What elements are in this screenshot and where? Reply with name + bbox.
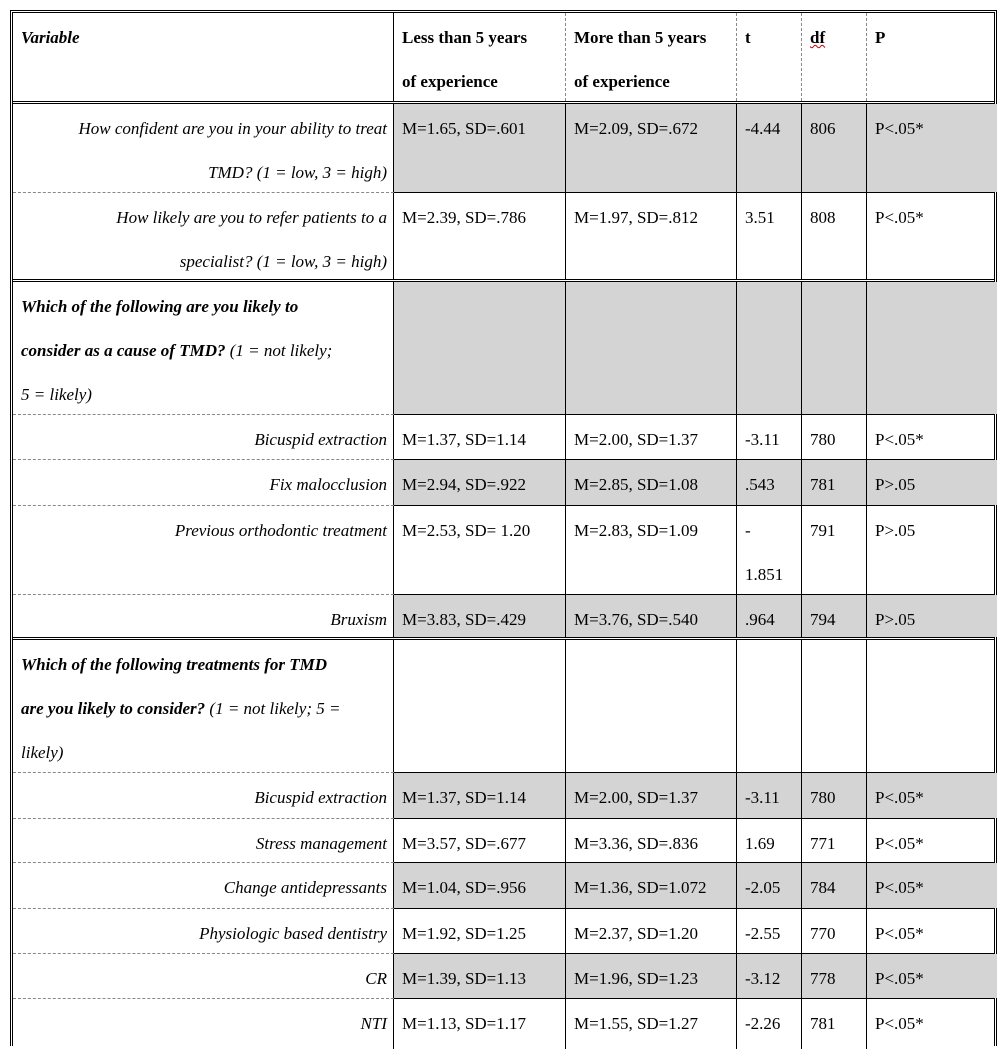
cell-df bbox=[802, 640, 867, 772]
cell-less: M=1.37, SD=1.14 bbox=[394, 415, 566, 459]
row-label: Fix malocclusion bbox=[13, 460, 394, 505]
cell-more: M=1.55, SD=1.27 bbox=[566, 999, 737, 1049]
cell-more: M=1.96, SD=1.23 bbox=[566, 954, 737, 998]
cell-more: M=1.97, SD=.812 bbox=[566, 193, 737, 279]
cell-p: P<.05* bbox=[875, 1014, 924, 1033]
table-row bbox=[13, 193, 994, 279]
cell-less: M=1.04, SD=.956 bbox=[394, 863, 566, 908]
header-row bbox=[13, 13, 994, 101]
table-row bbox=[13, 954, 994, 998]
cell-p: P<.05* bbox=[867, 773, 997, 818]
cell-p bbox=[867, 640, 997, 772]
cell-p bbox=[867, 282, 997, 414]
cell-more bbox=[566, 640, 737, 772]
cell-t: 1.69 bbox=[737, 819, 802, 862]
cell-more: M=3.76, SD=.540 bbox=[566, 595, 737, 637]
cell-more: M=2.83, SD=1.09 bbox=[566, 506, 737, 594]
cell-t: -2.05 bbox=[737, 863, 802, 908]
row-label: Bruxism bbox=[13, 595, 394, 637]
table-row bbox=[13, 460, 994, 505]
cell-less: M=2.53, SD= 1.20 bbox=[394, 506, 566, 594]
table-row bbox=[13, 595, 994, 637]
cell-t: .964 bbox=[737, 595, 802, 637]
cell-df: 780 bbox=[802, 773, 867, 818]
cell-df: 771 bbox=[802, 819, 867, 862]
cell-less: M=1.39, SD=1.13 bbox=[394, 954, 566, 998]
cell-less bbox=[394, 640, 566, 772]
cell-less bbox=[394, 282, 566, 414]
cell-more: M=2.09, SD=.672 bbox=[566, 104, 737, 192]
row-label: Bicuspid extraction bbox=[13, 773, 394, 818]
cell-less: M=3.83, SD=.429 bbox=[394, 595, 566, 637]
cell-less: M=2.39, SD=.786 bbox=[394, 193, 566, 279]
table-row bbox=[13, 773, 994, 818]
cell-t bbox=[737, 282, 802, 414]
cell-less: M=3.57, SD=.677 bbox=[394, 819, 566, 862]
section-title-row bbox=[13, 282, 994, 414]
cell-t: -4.44 bbox=[737, 104, 802, 192]
cell-p: P<.05* bbox=[867, 954, 997, 998]
cell-df: 806 bbox=[802, 104, 867, 192]
cell-more: M=2.00, SD=1.37 bbox=[566, 415, 737, 459]
cell-df: 784 bbox=[802, 863, 867, 908]
cell-df: 770 bbox=[802, 909, 867, 953]
section-title-row bbox=[13, 640, 994, 772]
cell-p: P<.05* bbox=[867, 863, 997, 908]
cell-more: M=2.00, SD=1.37 bbox=[566, 773, 737, 818]
table-row bbox=[13, 863, 994, 908]
row-label: Physiologic based dentistry bbox=[13, 909, 394, 953]
cell-p: P<.05* bbox=[867, 104, 997, 192]
cell-p: P<.05* bbox=[875, 208, 924, 227]
table-row bbox=[13, 909, 994, 953]
cell-p: P<.05* bbox=[875, 430, 924, 449]
cell-more: M=3.36, SD=.836 bbox=[566, 819, 737, 862]
cell-t: -2.55 bbox=[737, 909, 802, 953]
cell-df: 781 bbox=[802, 999, 867, 1049]
section-title-causes: Which of the following are you likely to consider as a cause of TMD? (1 = not likely; 5 = likely) bbox=[13, 282, 394, 414]
cell-p: P<.05* bbox=[875, 834, 924, 853]
cell-less: M=1.13, SD=1.17 bbox=[394, 999, 566, 1049]
row-label: Stress management bbox=[13, 819, 394, 862]
header-p: P bbox=[875, 28, 886, 47]
table-row bbox=[13, 999, 994, 1049]
row-label: Previous orthodontic treatment bbox=[13, 506, 394, 594]
cell-p: P<.05* bbox=[875, 924, 924, 943]
cell-less: M=1.92, SD=1.25 bbox=[394, 909, 566, 953]
cell-p: P>.05 bbox=[867, 595, 997, 637]
table-row bbox=[13, 506, 994, 594]
results-table bbox=[10, 10, 997, 1046]
header-t: t bbox=[737, 13, 802, 101]
cell-more bbox=[566, 282, 737, 414]
cell-df: 794 bbox=[802, 595, 867, 637]
cell-more: M=2.85, SD=1.08 bbox=[566, 460, 737, 505]
header-more-experience: More than 5 years of experience bbox=[566, 13, 737, 101]
cell-t: - 1.851 bbox=[737, 506, 802, 594]
row-label: Bicuspid extraction bbox=[13, 415, 394, 459]
section-title-treatments: Which of the following treatments for TMD are you likely to consider? (1 = not likely; 5 = likely) bbox=[13, 640, 394, 772]
row-label: NTI bbox=[13, 999, 394, 1049]
row-label: CR bbox=[13, 954, 394, 998]
cell-df: 780 bbox=[802, 415, 867, 459]
cell-df bbox=[802, 282, 867, 414]
cell-p: P>.05 bbox=[867, 460, 997, 505]
row-label: Change antidepressants bbox=[13, 863, 394, 908]
cell-more: M=1.36, SD=1.072 bbox=[566, 863, 737, 908]
table-row bbox=[13, 819, 994, 862]
cell-t: -2.26 bbox=[737, 999, 802, 1049]
cell-t: -3.11 bbox=[737, 415, 802, 459]
cell-more: M=2.37, SD=1.20 bbox=[566, 909, 737, 953]
header-variable: Variable bbox=[13, 13, 394, 101]
cell-df: 808 bbox=[802, 193, 867, 279]
cell-less: M=2.94, SD=.922 bbox=[394, 460, 566, 505]
header-less-experience: Less than 5 years of experience bbox=[394, 13, 566, 101]
cell-t: -3.12 bbox=[737, 954, 802, 998]
cell-df: 791 bbox=[802, 506, 867, 594]
cell-t: -3.11 bbox=[737, 773, 802, 818]
cell-less: M=1.65, SD=.601 bbox=[394, 104, 566, 192]
cell-t: .543 bbox=[737, 460, 802, 505]
table-row bbox=[13, 415, 994, 459]
cell-df: 778 bbox=[802, 954, 867, 998]
cell-t bbox=[737, 640, 802, 772]
cell-p: P>.05 bbox=[875, 521, 916, 540]
row-label: How confident are you in your ability to treat TMD? (1 = low, 3 = high) bbox=[13, 104, 394, 192]
cell-less: M=1.37, SD=1.14 bbox=[394, 773, 566, 818]
header-df: df bbox=[802, 13, 867, 101]
cell-t: 3.51 bbox=[737, 193, 802, 279]
row-label: How likely are you to refer patients to a specialist? (1 = low, 3 = high) bbox=[13, 193, 394, 279]
table-row bbox=[13, 104, 994, 192]
cell-df: 781 bbox=[802, 460, 867, 505]
